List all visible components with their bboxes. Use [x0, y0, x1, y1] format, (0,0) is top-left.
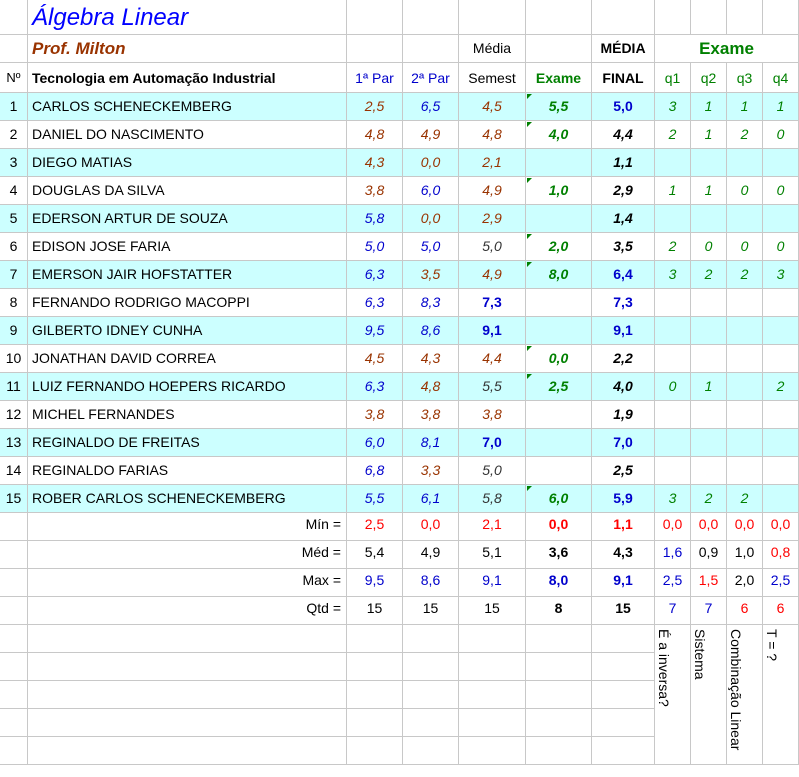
empty-cell[interactable]	[0, 625, 28, 653]
grade-par2[interactable]: 8,3	[403, 289, 459, 317]
student-name[interactable]: REGINALDO DE FREITAS	[28, 429, 347, 457]
comment-indicator	[527, 122, 532, 127]
grade-q1[interactable]: 1	[655, 177, 691, 205]
grade-q3[interactable]: 2	[727, 261, 763, 289]
grade-par1[interactable]: 5,5	[347, 485, 403, 513]
stat-media[interactable]: 2,1	[459, 513, 526, 541]
student-name[interactable]: DIEGO MATIAS	[28, 149, 347, 177]
grade-par1[interactable]: 2,5	[347, 93, 403, 121]
grade-q1[interactable]	[655, 429, 691, 457]
grade-q1[interactable]: 2	[655, 121, 691, 149]
empty-cell[interactable]	[28, 653, 347, 681]
grade-par1[interactable]: 4,8	[347, 121, 403, 149]
grade-q4[interactable]: 0	[763, 121, 799, 149]
empty-cell[interactable]	[403, 681, 459, 709]
stat-q3[interactable]: 6	[727, 597, 763, 625]
stat-q4[interactable]: 0,8	[763, 541, 799, 569]
empty-cell[interactable]	[526, 681, 592, 709]
stat-exame[interactable]: 8	[526, 597, 592, 625]
student-number[interactable]: 4	[0, 177, 28, 205]
stat-p1[interactable]: 2,5	[347, 513, 403, 541]
empty-cell[interactable]	[347, 35, 403, 63]
student-number[interactable]: 2	[0, 121, 28, 149]
grade-par2[interactable]: 0,0	[403, 205, 459, 233]
grade-q2[interactable]	[691, 317, 727, 345]
empty-cell[interactable]	[0, 569, 28, 597]
empty-cell[interactable]	[655, 0, 691, 35]
grade-par1[interactable]: 4,3	[347, 149, 403, 177]
grade-q2[interactable]: 2	[691, 485, 727, 513]
student-number[interactable]: 6	[0, 233, 28, 261]
empty-cell[interactable]	[592, 737, 655, 765]
grade-q2[interactable]	[691, 429, 727, 457]
grade-q1[interactable]	[655, 317, 691, 345]
stat-p2[interactable]: 15	[403, 597, 459, 625]
grade-q2[interactable]: 1	[691, 177, 727, 205]
grade-q4[interactable]: 0	[763, 177, 799, 205]
stat-p1[interactable]: 15	[347, 597, 403, 625]
grade-q1[interactable]	[655, 457, 691, 485]
stat-media[interactable]: 15	[459, 597, 526, 625]
stat-label[interactable]: Max =	[28, 569, 347, 597]
question-note-q2[interactable]	[691, 625, 727, 765]
student-name[interactable]: DANIEL DO NASCIMENTO	[28, 121, 347, 149]
grade-q2[interactable]	[691, 401, 727, 429]
grade-q2[interactable]: 2	[691, 261, 727, 289]
empty-cell[interactable]	[592, 625, 655, 653]
empty-cell[interactable]	[347, 709, 403, 737]
empty-cell[interactable]	[403, 35, 459, 63]
stat-q4[interactable]: 2,5	[763, 569, 799, 597]
grade-exame[interactable]	[526, 317, 592, 345]
stat-final[interactable]: 9,1	[592, 569, 655, 597]
grade-par2[interactable]: 3,5	[403, 261, 459, 289]
stat-label[interactable]: Mín =	[28, 513, 347, 541]
grade-q1[interactable]	[655, 401, 691, 429]
stat-label[interactable]: Méd =	[28, 541, 347, 569]
student-number[interactable]: 3	[0, 149, 28, 177]
empty-cell[interactable]	[403, 625, 459, 653]
empty-cell[interactable]	[0, 709, 28, 737]
grade-exame[interactable]	[526, 401, 592, 429]
grade-q2[interactable]	[691, 289, 727, 317]
empty-cell[interactable]	[0, 653, 28, 681]
grade-q3[interactable]	[727, 149, 763, 177]
grade-par1[interactable]: 5,8	[347, 205, 403, 233]
grade-q4[interactable]: 3	[763, 261, 799, 289]
stat-exame[interactable]: 3,6	[526, 541, 592, 569]
student-number[interactable]: 10	[0, 345, 28, 373]
grade-media[interactable]: 7,0	[459, 429, 526, 457]
grade-q1[interactable]	[655, 345, 691, 373]
stat-final[interactable]: 15	[592, 597, 655, 625]
grade-exame[interactable]: 6,0	[526, 485, 592, 513]
grade-q4[interactable]	[763, 317, 799, 345]
comment-indicator	[527, 486, 532, 491]
question-note-q1[interactable]	[655, 625, 691, 765]
grade-q3[interactable]	[727, 373, 763, 401]
stat-p2[interactable]: 0,0	[403, 513, 459, 541]
grade-par1[interactable]: 3,8	[347, 177, 403, 205]
grade-exame[interactable]: 5,5	[526, 93, 592, 121]
grade-par1[interactable]: 9,5	[347, 317, 403, 345]
grade-media[interactable]: 5,8	[459, 485, 526, 513]
question-note-text: É a inversa?	[656, 629, 672, 707]
empty-cell[interactable]	[459, 653, 526, 681]
empty-cell[interactable]	[347, 625, 403, 653]
grade-par2[interactable]: 0,0	[403, 149, 459, 177]
student-number[interactable]: 15	[0, 485, 28, 513]
grade-q3[interactable]: 2	[727, 485, 763, 513]
empty-cell[interactable]	[459, 0, 526, 35]
grade-exame[interactable]	[526, 205, 592, 233]
grade-q3[interactable]: 0	[727, 233, 763, 261]
question-note-text: T = ?	[764, 629, 780, 662]
empty-cell[interactable]	[526, 35, 592, 63]
grade-par2[interactable]: 8,6	[403, 317, 459, 345]
grade-q4[interactable]	[763, 401, 799, 429]
grade-final[interactable]: 4,4	[592, 121, 655, 149]
grade-final[interactable]: 2,9	[592, 177, 655, 205]
empty-cell[interactable]	[526, 0, 592, 35]
grade-exame[interactable]	[526, 149, 592, 177]
empty-cell[interactable]	[0, 597, 28, 625]
grade-q1[interactable]	[655, 205, 691, 233]
student-number[interactable]: 5	[0, 205, 28, 233]
grade-q4[interactable]: 2	[763, 373, 799, 401]
student-name[interactable]: MICHEL FERNANDES	[28, 401, 347, 429]
empty-cell[interactable]	[403, 0, 459, 35]
grade-par2[interactable]: 4,8	[403, 373, 459, 401]
grade-q3[interactable]	[727, 401, 763, 429]
stat-q2[interactable]: 0,9	[691, 541, 727, 569]
grade-q4[interactable]: 0	[763, 233, 799, 261]
empty-cell[interactable]	[459, 625, 526, 653]
grade-q3[interactable]	[727, 289, 763, 317]
grade-par1[interactable]: 6,0	[347, 429, 403, 457]
stat-q3[interactable]: 2,0	[727, 569, 763, 597]
empty-cell[interactable]	[403, 709, 459, 737]
grade-final[interactable]: 2,5	[592, 457, 655, 485]
grade-media[interactable]: 9,1	[459, 317, 526, 345]
grade-exame[interactable]: 4,0	[526, 121, 592, 149]
empty-cell[interactable]	[28, 737, 347, 765]
student-name[interactable]: CARLOS SCHENECKEMBERG	[28, 93, 347, 121]
grade-par2[interactable]: 5,0	[403, 233, 459, 261]
header-q3[interactable]: q3	[727, 63, 763, 93]
grade-q3[interactable]	[727, 317, 763, 345]
empty-cell[interactable]	[0, 513, 28, 541]
stat-media[interactable]: 5,1	[459, 541, 526, 569]
grade-media[interactable]: 5,0	[459, 457, 526, 485]
grade-media[interactable]: 2,1	[459, 149, 526, 177]
grade-par1[interactable]: 5,0	[347, 233, 403, 261]
grade-par1[interactable]: 6,3	[347, 261, 403, 289]
stat-q4[interactable]: 0,0	[763, 513, 799, 541]
empty-cell[interactable]	[459, 737, 526, 765]
student-number[interactable]: 11	[0, 373, 28, 401]
grade-exame[interactable]: 1,0	[526, 177, 592, 205]
grade-q3[interactable]	[727, 429, 763, 457]
stat-q3[interactable]: 0,0	[727, 513, 763, 541]
grade-media[interactable]: 4,9	[459, 261, 526, 289]
header-q2[interactable]: q2	[691, 63, 727, 93]
student-number[interactable]: 1	[0, 93, 28, 121]
grade-q2[interactable]	[691, 457, 727, 485]
empty-cell[interactable]	[592, 653, 655, 681]
student-number[interactable]: 12	[0, 401, 28, 429]
grade-q4[interactable]	[763, 429, 799, 457]
stat-label[interactable]: Qtd =	[28, 597, 347, 625]
student-name[interactable]: EMERSON JAIR HOFSTATTER	[28, 261, 347, 289]
stat-final[interactable]: 1,1	[592, 513, 655, 541]
header-q1[interactable]: q1	[655, 63, 691, 93]
grade-q1[interactable]: 3	[655, 261, 691, 289]
student-number[interactable]: 13	[0, 429, 28, 457]
student-name[interactable]: JONATHAN DAVID CORREA	[28, 345, 347, 373]
grade-media[interactable]: 4,9	[459, 177, 526, 205]
empty-cell[interactable]	[28, 625, 347, 653]
stat-q1[interactable]: 2,5	[655, 569, 691, 597]
empty-cell[interactable]	[592, 709, 655, 737]
grade-par2[interactable]: 4,3	[403, 345, 459, 373]
comment-indicator	[527, 94, 532, 99]
empty-cell[interactable]	[459, 681, 526, 709]
empty-cell[interactable]	[526, 625, 592, 653]
header-par2[interactable]: 2ª Par	[403, 63, 459, 93]
student-name[interactable]: LUIZ FERNANDO HOEPERS RICARDO	[28, 373, 347, 401]
grade-exame[interactable]: 8,0	[526, 261, 592, 289]
stat-q2[interactable]: 0,0	[691, 513, 727, 541]
empty-cell[interactable]	[691, 0, 727, 35]
empty-cell[interactable]	[727, 0, 763, 35]
grade-q1[interactable]	[655, 289, 691, 317]
grade-q2[interactable]	[691, 205, 727, 233]
empty-cell[interactable]	[526, 653, 592, 681]
student-number[interactable]: 8	[0, 289, 28, 317]
comment-indicator	[527, 178, 532, 183]
stat-q1[interactable]: 7	[655, 597, 691, 625]
grade-q4[interactable]	[763, 289, 799, 317]
student-number[interactable]: 14	[0, 457, 28, 485]
header-exame-group[interactable]: Exame	[655, 35, 799, 63]
student-name[interactable]: GILBERTO IDNEY CUNHA	[28, 317, 347, 345]
grade-par2[interactable]: 4,9	[403, 121, 459, 149]
grade-par2[interactable]: 6,5	[403, 93, 459, 121]
professor-name[interactable]: Prof. Milton	[28, 35, 347, 63]
grade-par2[interactable]: 8,1	[403, 429, 459, 457]
grade-q4[interactable]	[763, 149, 799, 177]
grade-q2[interactable]	[691, 345, 727, 373]
empty-cell[interactable]	[526, 709, 592, 737]
stat-p1[interactable]: 5,4	[347, 541, 403, 569]
stat-q1[interactable]: 1,6	[655, 541, 691, 569]
header-par1[interactable]: 1ª Par	[347, 63, 403, 93]
empty-cell[interactable]	[0, 35, 28, 63]
grade-q1[interactable]	[655, 149, 691, 177]
grade-final[interactable]: 1,9	[592, 401, 655, 429]
stat-p2[interactable]: 8,6	[403, 569, 459, 597]
grade-media[interactable]: 4,5	[459, 93, 526, 121]
empty-cell[interactable]	[0, 0, 28, 35]
grade-media[interactable]: 4,8	[459, 121, 526, 149]
grade-par2[interactable]: 3,8	[403, 401, 459, 429]
grade-media[interactable]: 5,0	[459, 233, 526, 261]
grade-final[interactable]: 3,5	[592, 233, 655, 261]
grade-q2[interactable]: 1	[691, 373, 727, 401]
question-note-text: Sistema	[692, 629, 708, 680]
student-name[interactable]: DOUGLAS DA SILVA	[28, 177, 347, 205]
stat-media[interactable]: 9,1	[459, 569, 526, 597]
header-media-top[interactable]: Média	[459, 35, 526, 63]
stat-q3[interactable]: 1,0	[727, 541, 763, 569]
empty-cell[interactable]	[347, 681, 403, 709]
empty-cell[interactable]	[526, 737, 592, 765]
grade-q1[interactable]: 3	[655, 93, 691, 121]
empty-cell[interactable]	[403, 737, 459, 765]
grade-par2[interactable]: 3,3	[403, 457, 459, 485]
empty-cell[interactable]	[763, 0, 799, 35]
grade-q3[interactable]: 0	[727, 177, 763, 205]
grade-exame[interactable]: 2,5	[526, 373, 592, 401]
stat-q2[interactable]: 7	[691, 597, 727, 625]
course-name[interactable]: Tecnologia em Automação Industrial	[28, 63, 347, 93]
empty-cell[interactable]	[459, 709, 526, 737]
empty-cell[interactable]	[347, 737, 403, 765]
grade-q4[interactable]	[763, 205, 799, 233]
grade-media[interactable]: 3,8	[459, 401, 526, 429]
grade-final[interactable]: 1,4	[592, 205, 655, 233]
grade-par1[interactable]: 6,3	[347, 289, 403, 317]
grade-exame[interactable]	[526, 429, 592, 457]
stat-q4[interactable]: 6	[763, 597, 799, 625]
grade-par1[interactable]: 4,5	[347, 345, 403, 373]
student-number[interactable]: 9	[0, 317, 28, 345]
grade-media[interactable]: 2,9	[459, 205, 526, 233]
grade-q1[interactable]: 3	[655, 485, 691, 513]
comment-indicator	[527, 346, 532, 351]
grade-exame[interactable]: 2,0	[526, 233, 592, 261]
sheet-title[interactable]: Álgebra Linear	[28, 0, 347, 35]
grade-q4[interactable]	[763, 485, 799, 513]
grade-exame[interactable]: 0,0	[526, 345, 592, 373]
stat-q2[interactable]: 1,5	[691, 569, 727, 597]
header-q4[interactable]: q4	[763, 63, 799, 93]
grade-final[interactable]: 7,3	[592, 289, 655, 317]
grade-final[interactable]: 9,1	[592, 317, 655, 345]
empty-cell[interactable]	[403, 653, 459, 681]
stat-exame[interactable]: 8,0	[526, 569, 592, 597]
grade-par1[interactable]: 6,8	[347, 457, 403, 485]
grade-final[interactable]: 4,0	[592, 373, 655, 401]
question-note-text: Combinação Linear	[728, 629, 744, 751]
student-name[interactable]: ROBER CARLOS SCHENECKEMBERG	[28, 485, 347, 513]
grade-q2[interactable]	[691, 149, 727, 177]
grade-final[interactable]: 7,0	[592, 429, 655, 457]
question-note-q3[interactable]	[727, 625, 763, 765]
student-number[interactable]: 7	[0, 261, 28, 289]
header-final-top[interactable]: MÉDIA	[592, 35, 655, 63]
grade-final[interactable]: 5,9	[592, 485, 655, 513]
header-final-bottom[interactable]: FINAL	[592, 63, 655, 93]
comment-indicator	[527, 234, 532, 239]
stat-p2[interactable]: 4,9	[403, 541, 459, 569]
empty-cell[interactable]	[0, 681, 28, 709]
grade-q2[interactable]: 1	[691, 121, 727, 149]
grade-q4[interactable]: 1	[763, 93, 799, 121]
question-note-q4[interactable]	[763, 625, 799, 765]
stat-final[interactable]: 4,3	[592, 541, 655, 569]
empty-cell[interactable]	[347, 653, 403, 681]
grade-exame[interactable]	[526, 457, 592, 485]
empty-cell[interactable]	[28, 681, 347, 709]
empty-cell[interactable]	[28, 709, 347, 737]
grade-q1[interactable]: 0	[655, 373, 691, 401]
grade-par1[interactable]: 6,3	[347, 373, 403, 401]
stat-q1[interactable]: 0,0	[655, 513, 691, 541]
grade-q2[interactable]: 1	[691, 93, 727, 121]
grade-q4[interactable]	[763, 457, 799, 485]
grade-final[interactable]: 5,0	[592, 93, 655, 121]
empty-cell[interactable]	[347, 0, 403, 35]
empty-cell[interactable]	[592, 681, 655, 709]
empty-cell[interactable]	[0, 541, 28, 569]
student-name[interactable]: REGINALDO FARIAS	[28, 457, 347, 485]
grade-q2[interactable]: 0	[691, 233, 727, 261]
student-name[interactable]: EDISON JOSE FARIA	[28, 233, 347, 261]
comment-indicator	[527, 374, 532, 379]
header-media-bottom[interactable]: Semest	[459, 63, 526, 93]
grade-q3[interactable]	[727, 345, 763, 373]
grade-par2[interactable]: 6,0	[403, 177, 459, 205]
grade-q3[interactable]	[727, 205, 763, 233]
stat-p1[interactable]: 9,5	[347, 569, 403, 597]
grade-media[interactable]: 7,3	[459, 289, 526, 317]
student-name[interactable]: FERNANDO RODRIGO MACOPPI	[28, 289, 347, 317]
header-exame[interactable]: Exame	[526, 63, 592, 93]
grade-media[interactable]: 5,5	[459, 373, 526, 401]
empty-cell[interactable]	[0, 737, 28, 765]
header-number[interactable]: Nº	[0, 63, 28, 93]
grade-q1[interactable]: 2	[655, 233, 691, 261]
grade-media[interactable]: 4,4	[459, 345, 526, 373]
grade-final[interactable]: 2,2	[592, 345, 655, 373]
student-name[interactable]: EDERSON ARTUR DE SOUZA	[28, 205, 347, 233]
grade-q3[interactable]: 2	[727, 121, 763, 149]
comment-indicator	[527, 262, 532, 267]
grade-final[interactable]: 1,1	[592, 149, 655, 177]
grade-exame[interactable]	[526, 289, 592, 317]
grade-q3[interactable]	[727, 457, 763, 485]
grade-q3[interactable]: 1	[727, 93, 763, 121]
grade-par1[interactable]: 3,8	[347, 401, 403, 429]
grade-par2[interactable]: 6,1	[403, 485, 459, 513]
grade-final[interactable]: 6,4	[592, 261, 655, 289]
stat-exame[interactable]: 0,0	[526, 513, 592, 541]
empty-cell[interactable]	[592, 0, 655, 35]
grade-q4[interactable]	[763, 345, 799, 373]
